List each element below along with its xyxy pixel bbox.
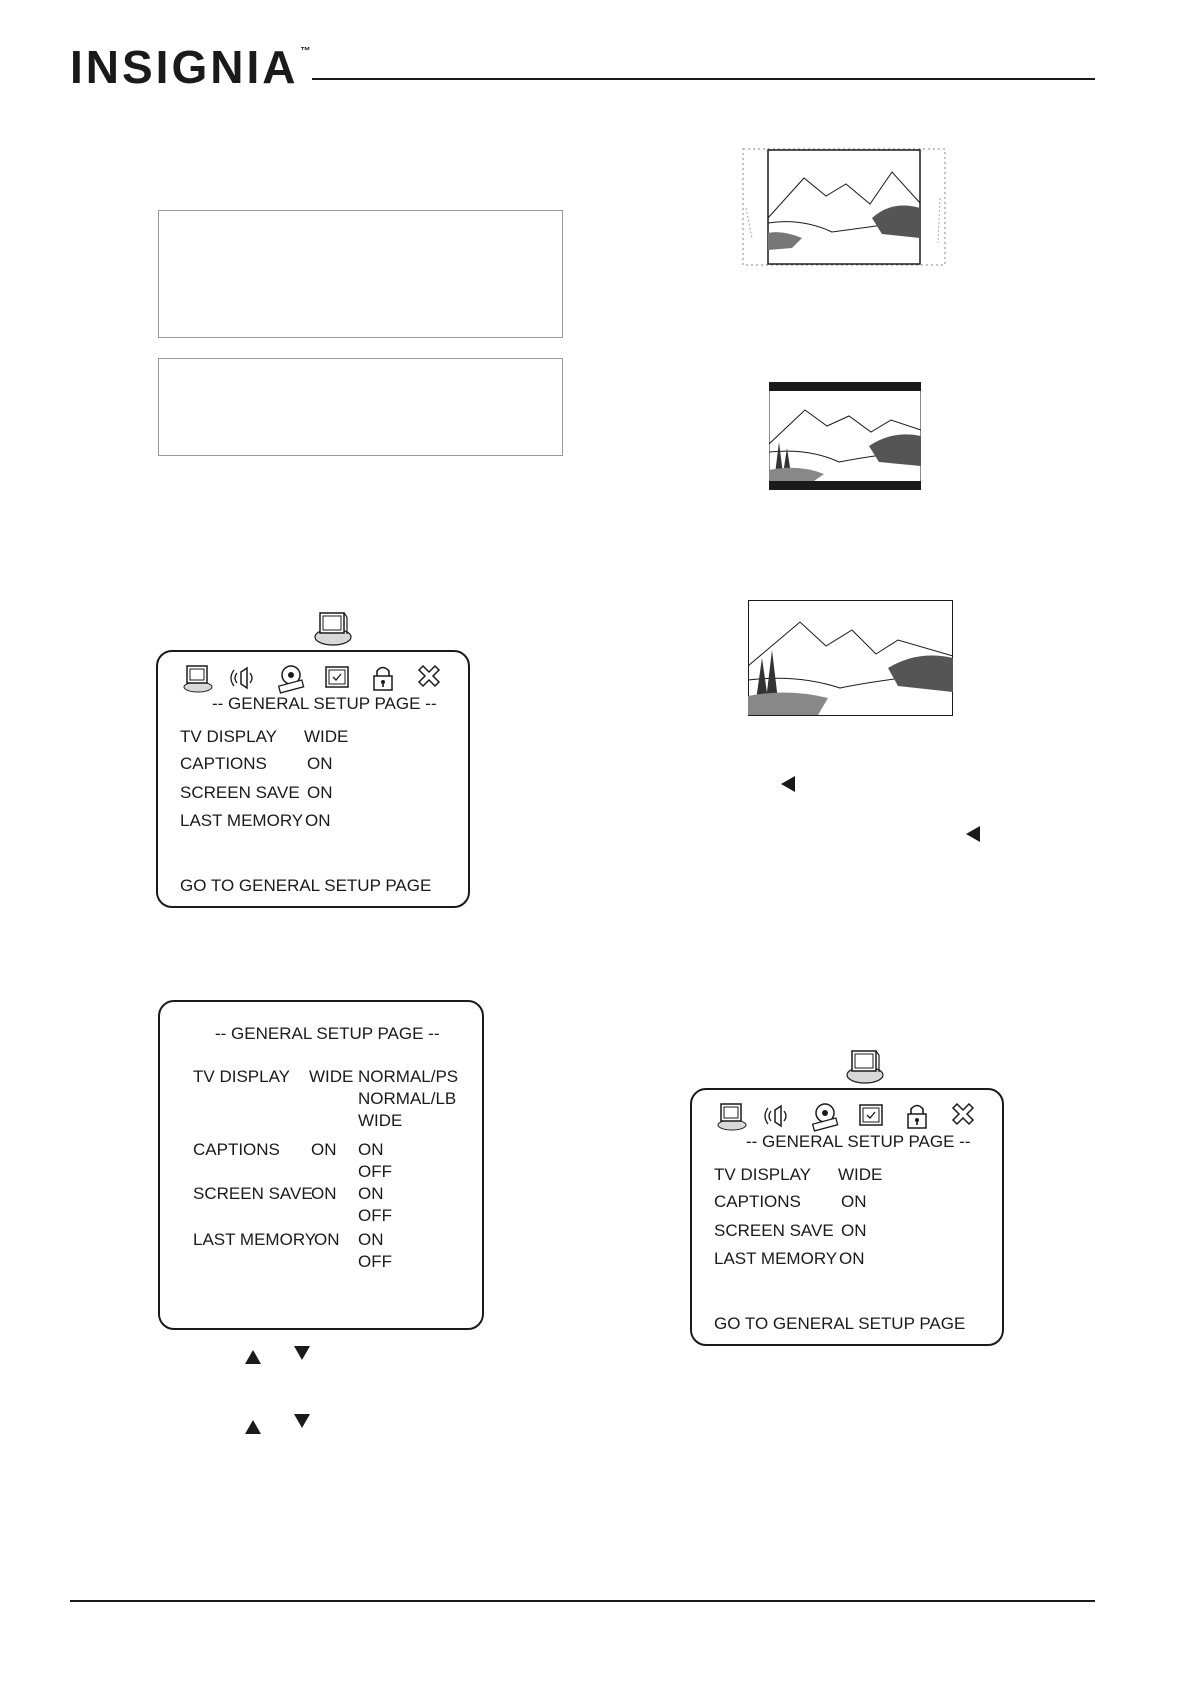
general-setup-menu — [156, 650, 470, 908]
brand-logo — [70, 40, 313, 94]
tv-general-icon[interactable] — [717, 1100, 749, 1132]
trademark-mark: ™ — [300, 46, 314, 57]
preference-icon[interactable] — [855, 1100, 887, 1132]
menu-row-value: ON — [841, 1221, 867, 1240]
tv-tab-icon — [845, 1048, 885, 1084]
exit-x-icon[interactable] — [413, 662, 445, 694]
menu-footer-link[interactable]: GO TO GENERAL SETUP PAGE — [714, 1314, 966, 1333]
header-rule — [312, 78, 1095, 80]
option-item[interactable]: ON — [358, 1230, 384, 1249]
general-setup-options-menu — [158, 1000, 484, 1330]
menu-row-label[interactable]: CAPTIONS — [714, 1192, 801, 1211]
menu-row-value: ON — [311, 1184, 337, 1203]
menu-row-value: WIDE — [309, 1067, 354, 1086]
padlock-icon[interactable] — [901, 1100, 933, 1132]
menu-row-value: WIDE — [838, 1165, 883, 1184]
option-item[interactable]: ON — [358, 1140, 384, 1159]
tv-general-icon[interactable] — [183, 662, 215, 694]
menu-row-label[interactable]: CAPTIONS — [193, 1140, 280, 1159]
menu-row-value: ON — [307, 754, 333, 773]
speaker-audio-icon[interactable] — [229, 662, 261, 694]
menu-icon-bar — [183, 662, 445, 694]
menu-row-label[interactable]: TV DISPLAY — [193, 1067, 290, 1086]
menu-row-value: ON — [839, 1249, 865, 1268]
option-item[interactable]: OFF — [358, 1206, 392, 1225]
option-item[interactable]: OFF — [358, 1162, 392, 1181]
wide-picture — [748, 600, 953, 716]
letterbox-picture — [769, 382, 921, 490]
note-box — [158, 358, 563, 456]
option-item[interactable]: WIDE — [358, 1111, 403, 1130]
menu-row-value: ON — [841, 1192, 867, 1211]
padlock-icon[interactable] — [367, 662, 399, 694]
menu-title: -- GENERAL SETUP PAGE -- — [212, 694, 437, 713]
footer-rule — [70, 1600, 1095, 1602]
down-arrow-icon — [294, 1414, 310, 1428]
tv-tab-icon — [313, 610, 353, 646]
option-item[interactable]: OFF — [358, 1252, 392, 1271]
menu-row-label[interactable]: SCREEN SAVE — [180, 783, 300, 802]
option-item[interactable]: NORMAL/LB — [358, 1089, 457, 1108]
left-arrow-icon — [781, 776, 795, 792]
up-arrow-icon — [245, 1420, 261, 1434]
menu-row-label[interactable]: CAPTIONS — [180, 754, 267, 773]
pan-scan-picture — [742, 148, 946, 266]
preference-icon[interactable] — [321, 662, 353, 694]
option-item[interactable]: ON — [358, 1184, 384, 1203]
menu-row-value: ON — [314, 1230, 340, 1249]
left-arrow-icon — [966, 826, 980, 842]
up-arrow-icon — [245, 1350, 261, 1364]
menu-row-label[interactable]: SCREEN SAVE — [714, 1221, 834, 1240]
menu-row-label[interactable]: LAST MEMORY — [193, 1230, 317, 1249]
menu-row-value: WIDE — [304, 727, 349, 746]
general-setup-menu — [690, 1088, 1004, 1346]
menu-title: -- GENERAL SETUP PAGE -- — [746, 1132, 971, 1151]
menu-row-label[interactable]: TV DISPLAY — [180, 727, 277, 746]
menu-row-label[interactable]: TV DISPLAY — [714, 1165, 811, 1184]
menu-row-label[interactable]: LAST MEMORY — [714, 1249, 838, 1268]
down-arrow-icon — [294, 1346, 310, 1360]
brand-name: INSIGNIA — [70, 41, 299, 93]
menu-row-label[interactable]: SCREEN SAVE — [193, 1184, 313, 1203]
menu-row-label[interactable]: LAST MEMORY — [180, 811, 304, 830]
menu-row-value: ON — [311, 1140, 337, 1159]
note-box — [158, 210, 563, 338]
menu-row-value: ON — [307, 783, 333, 802]
film-video-icon[interactable] — [809, 1100, 841, 1132]
film-video-icon[interactable] — [275, 662, 307, 694]
menu-footer-link[interactable]: GO TO GENERAL SETUP PAGE — [180, 876, 432, 895]
speaker-audio-icon[interactable] — [763, 1100, 795, 1132]
menu-row-value: ON — [305, 811, 331, 830]
exit-x-icon[interactable] — [947, 1100, 979, 1132]
option-item[interactable]: NORMAL/PS — [358, 1067, 459, 1086]
menu-icon-bar — [717, 1100, 979, 1132]
menu-title: -- GENERAL SETUP PAGE -- — [215, 1024, 440, 1043]
